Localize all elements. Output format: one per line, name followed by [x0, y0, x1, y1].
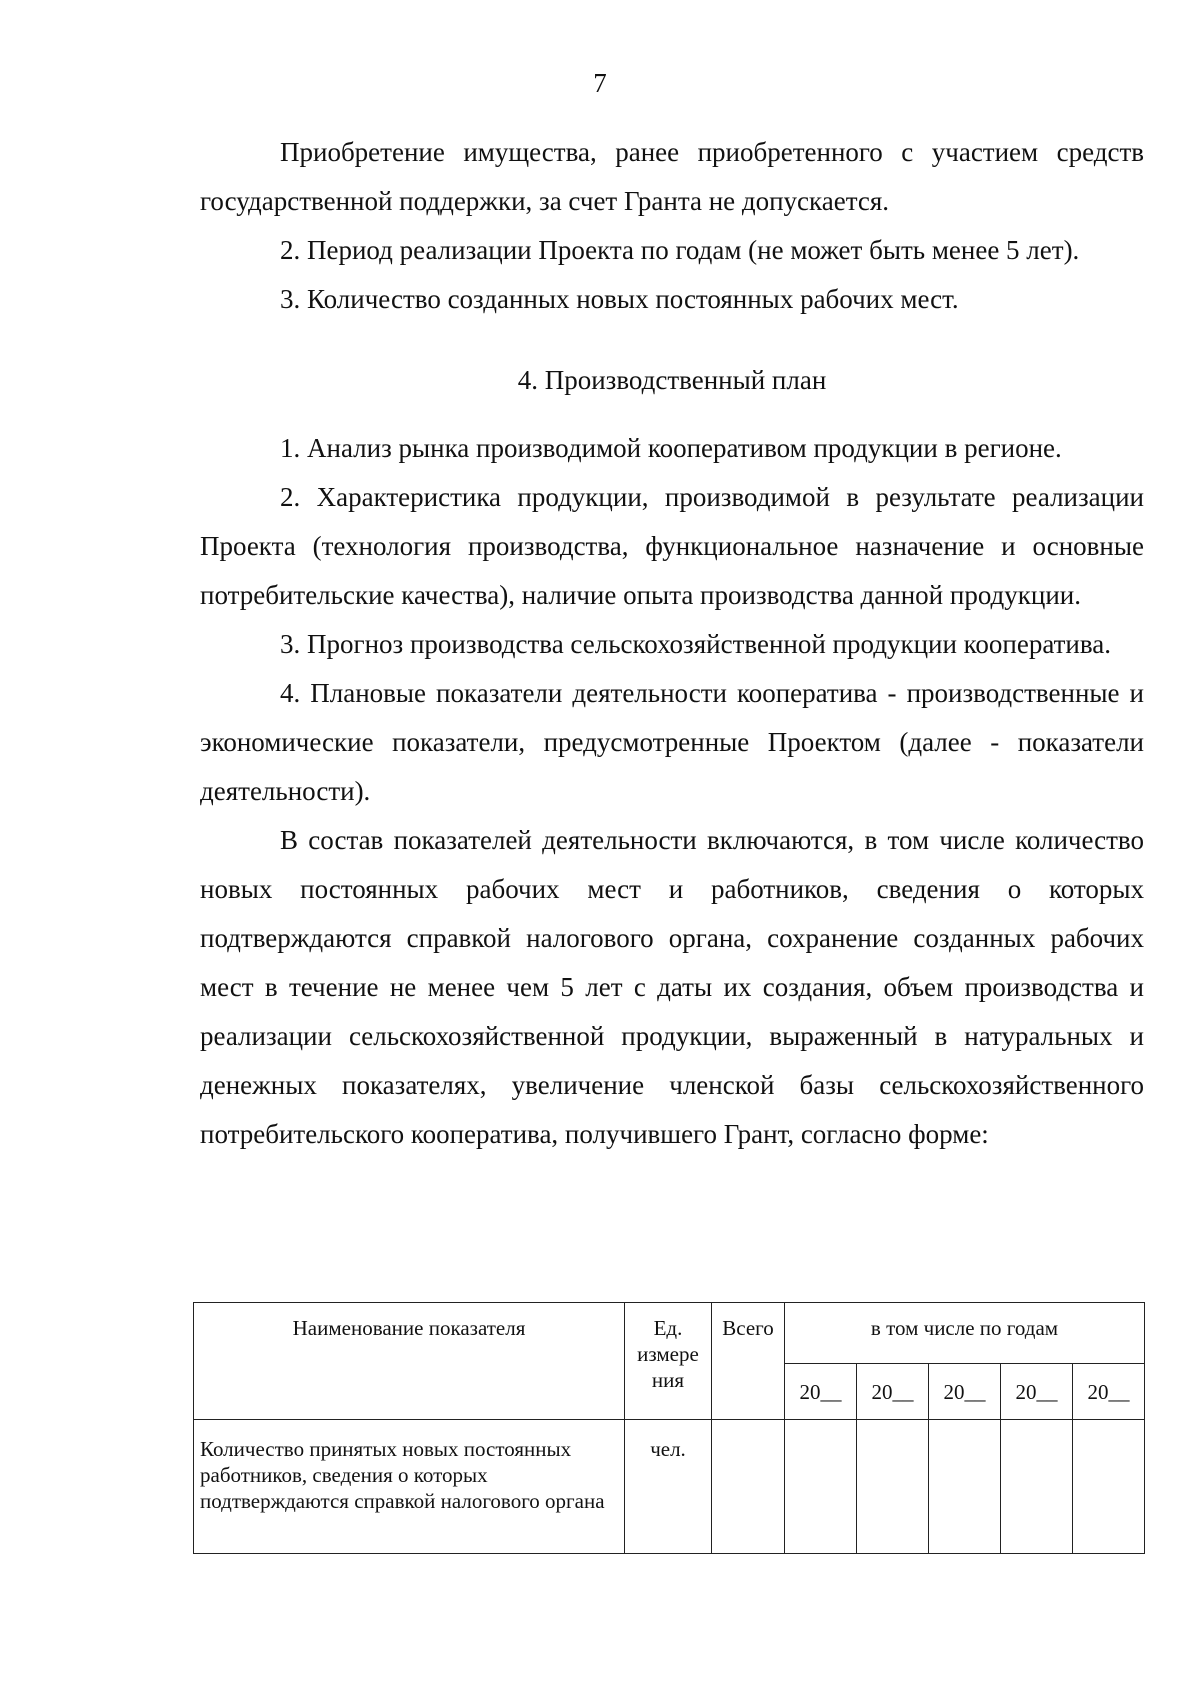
header-year-4: 20__	[1001, 1364, 1073, 1420]
cell-total	[712, 1420, 785, 1554]
header-total: Всего	[712, 1303, 785, 1420]
section-body	[200, 424, 1144, 1159]
cell-unit: чел.	[625, 1420, 712, 1554]
header-year-5: 20__	[1073, 1364, 1145, 1420]
paragraph-indicators-composition: В состав показателей деятельности включаются, в том числе количество новых постоянных рабочих мест и работников, сведения о которых подтверждаются справкой налогового органа, сохранение созданных рабочих мест в течение не менее чем 5 лет с даты их создания, объем производства и реализации сельскохозяйственной продукции, выраженный в натуральных и денежных показателях, увеличение членской базы сельскохозяйственного потребительского кооператива, получившего Грант, согласно форме:	[200, 825, 1144, 1149]
paragraph-property-acquisition: Приобретение имущества, ранее приобретенного с участием средств государственной поддержки, за счет Гранта не допускается.	[200, 137, 1144, 216]
paragraph-market-analysis: 1. Анализ рынка производимой кооперативом продукции в регионе.	[280, 433, 1062, 463]
cell-year-5	[1073, 1420, 1145, 1554]
table-header-row	[194, 1303, 1145, 1364]
paragraph-production-forecast: 3. Прогноз производства сельскохозяйственной продукции кооператива.	[280, 629, 1112, 659]
cell-indicator-name: Количество принятых новых постоянных работников, сведения о которых подтверждаются справкой налогового органа	[194, 1420, 625, 1554]
header-indicator-name: Наименование показателя	[194, 1303, 625, 1420]
section-heading: 4. Производственный план	[517, 365, 827, 395]
header-years-group: в том числе по годам	[785, 1303, 1145, 1364]
section-heading-block	[200, 356, 1144, 405]
body-text	[200, 128, 1144, 324]
header-year-3: 20__	[929, 1364, 1001, 1420]
paragraph-planned-indicators: 4. Плановые показатели деятельности кооператива - производственные и экономические показатели, предусмотренные Проектом (далее - показатели деятельности).	[200, 678, 1144, 806]
cell-year-3	[929, 1420, 1001, 1554]
header-year-1: 20__	[785, 1364, 857, 1420]
header-year-2: 20__	[857, 1364, 929, 1420]
header-unit: Ед. измере ния	[625, 1303, 712, 1420]
paragraph-product-characteristics: 2. Характеристика продукции, производимой в результате реализации Проекта (технология производства, функциональное назначение и основные потребительские качества), наличие опыта производства данной продукции.	[200, 482, 1144, 610]
table-row	[194, 1420, 1145, 1554]
cell-year-4	[1001, 1420, 1073, 1554]
cell-year-1	[785, 1420, 857, 1554]
indicators-table	[193, 1302, 1145, 1554]
paragraph-new-jobs: 3. Количество созданных новых постоянных рабочих мест.	[280, 284, 959, 314]
paragraph-implementation-period: 2. Период реализации Проекта по годам (не может быть менее 5 лет).	[280, 235, 1080, 265]
page-number: 7	[593, 68, 607, 98]
cell-year-2	[857, 1420, 929, 1554]
